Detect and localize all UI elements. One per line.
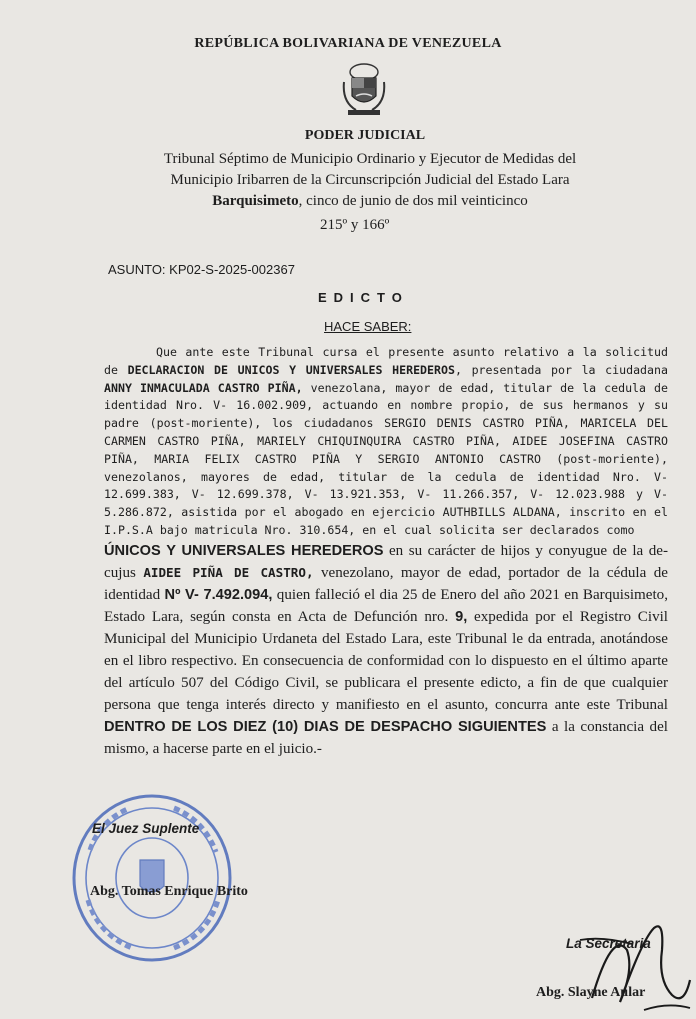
secretary-name: Abg. Slayne Aular [536,985,646,1000]
judge-name: Abg. Tomas Enrique Brito [90,884,248,899]
date-text: , cinco de junio de dos mil veinticinco [298,193,528,209]
paragraph-applicants: Que ante este Tribunal cursa el presente asunto relativo a la solicitud de DECLARACION DE UNICOS Y UNIVERSALES HEREDEROS, presentada por la ciudadana ANNY INMACULADA CASTRO PIÑA, venezolana, mayor de edad, titular de la cedula de identidad Nro. V- 16.002.909, actuando en nombre propio, de sus hermanos y su padre (post-moriente), los ciudadanos SERGIO DENIS CASTRO PIÑA, MARICELA DEL CARMEN CASTRO PIÑA, MARIELY CHIQUINQUIRA CASTRO PIÑA, AIDEE JOSEFINA CASTRO PIÑA, MARIA FELIX CASTRO PIÑA Y SERGIO ANTONIO CASTRO (post-moriente), venezolanos, mayores de edad, titular de la cedula de identidad Nro. V- 12.699.383, V- 12.699.378, V- 13.921.353, V- 11.266.357, V- 12.023.988 y V-5.286.872, asistida por el abogado en ejercicio AUTHBILLS ALDANA, inscrito en el I.P.S.A bajo matricula Nro. 310.654, en el cual solicita ser declarados como [104,345,668,537]
date-line [120,191,620,212]
edict-body [104,344,668,760]
secretary-role-label: La Secretaria [566,936,651,951]
coat-of-arms-icon [338,62,390,120]
judge-role-label: El Juez Suplente [92,821,200,836]
hace-saber-heading: HACE SABER: [324,319,412,334]
court-seal-icon [70,790,240,965]
years-line: 215º y 166º [320,217,390,233]
document-title: EDICTO [318,290,409,305]
republic-heading: REPÚBLICA BOLIVARIANA DE VENEZUELA [194,36,502,51]
tribunal-line-1: Tribunal Séptimo de Municipio Ordinario y Ejecutor de Medidas del [163,151,577,167]
city-name: Barquisimeto [212,193,299,209]
judicial-power-heading: PODER JUDICIAL [304,128,426,143]
tribunal-heading [120,149,620,212]
paragraph-declaration: ÚNICOS Y UNIVERSALES HEREDEROS en su carácter de hijos y conyugue de la de-cujus AIDEE PIÑA DE CASTRO, venezolano, mayor de edad, portador de la cédula de identidad Nº V- 7.492.094, quien falleció el dia 25 de Enero del año 2021 en Barquisimeto, Estado Lara, según consta en Acta de Defunción nro. 9, expedida por el Registro Civil Municipal del Municipio Urdaneta del Estado Lara, este Tribunal le da entrada, anotándose en el libro respectivo. En consecuencia de conformidad con lo dispuesto en el último aparte del artículo 507 del Código Civil, se publicara el presente edicto, a fin de que cualquier persona que tenga interés directo y manifiesto en el asunto, concurra ante este Tribunal DENTRO DE LOS DIEZ (10) DIAS DE DESPACHO SIGUIENTES a la constancia del mismo, a hacerse parte en el juicio.- [104,542,668,757]
tribunal-line-2: Municipio Iribarren de la Circunscripción Judicial del Estado Lara [170,172,570,188]
case-number: ASUNTO: KP02-S-2025-002367 [108,262,295,277]
